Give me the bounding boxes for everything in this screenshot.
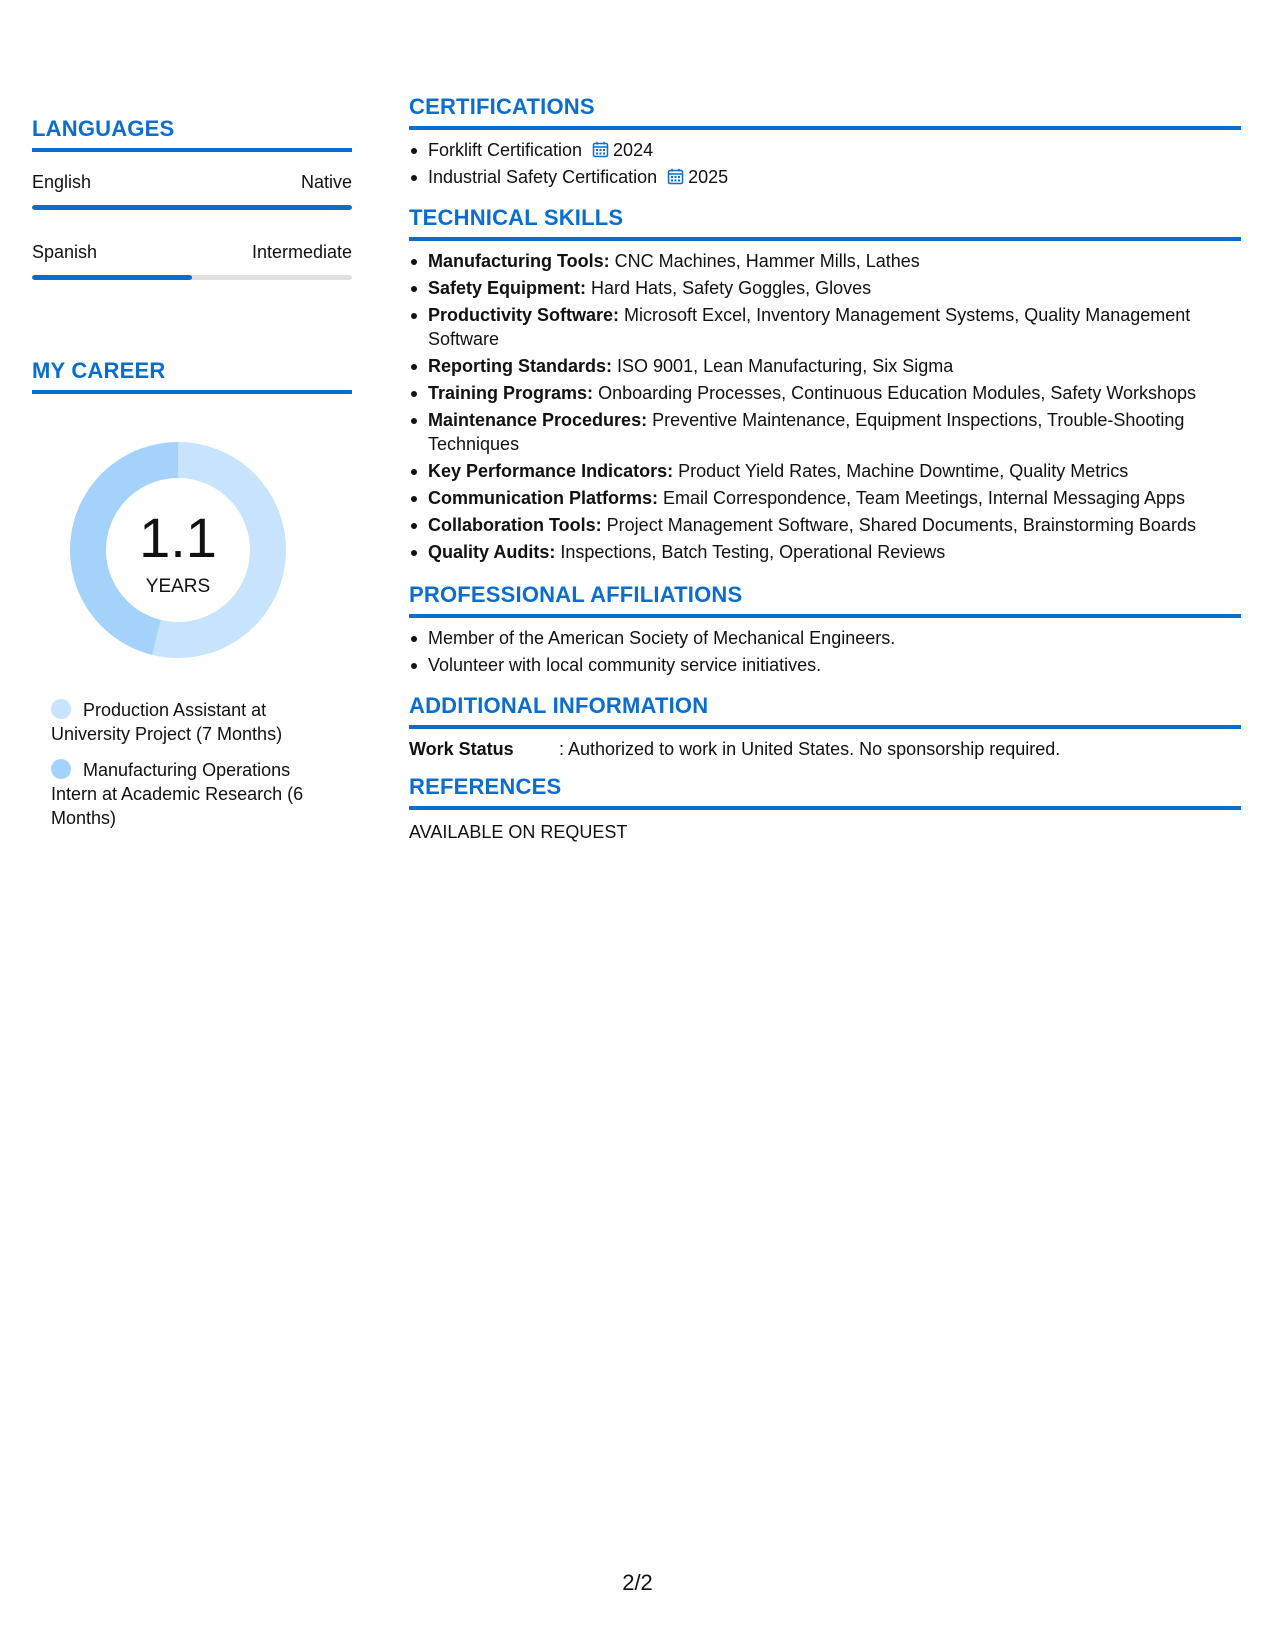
skill-label: Maintenance Procedures: <box>428 410 648 430</box>
list-item <box>428 165 1241 189</box>
skill-value: Product Yield Rates, Machine Downtime, Quality Metrics <box>678 461 1129 481</box>
language-name: English <box>32 172 92 192</box>
language-proficiency-fill <box>32 275 192 280</box>
skill-value: Email Correspondence, Team Meetings, Internal Messaging Apps <box>663 488 1185 508</box>
language-item <box>32 172 352 210</box>
additional-info-section <box>409 693 1241 760</box>
affiliations-section <box>409 582 1241 680</box>
skill-value: Project Management Software, Shared Documents, Brainstorming Boards <box>606 515 1196 535</box>
calendar-icon <box>667 168 684 185</box>
certifications-section <box>409 94 1241 192</box>
list-item <box>428 138 1241 162</box>
skill-label: Key Performance Indicators: <box>428 461 674 481</box>
language-name: Spanish <box>32 242 98 262</box>
language-level: Native <box>300 172 352 192</box>
affiliations-list <box>409 626 1241 677</box>
languages-heading: LANGUAGES <box>32 116 352 152</box>
language-item <box>32 242 352 280</box>
language-proficiency-bar <box>32 275 352 280</box>
affiliations-heading: PROFESSIONAL AFFILIATIONS <box>409 582 1241 618</box>
legend-item <box>51 698 341 746</box>
list-item <box>428 459 1241 483</box>
skill-value: Inspections, Batch Testing, Operational Reviews <box>560 542 946 562</box>
skill-label: Quality Audits: <box>428 542 556 562</box>
skill-label: Communication Platforms: <box>428 488 659 508</box>
certifications-heading: CERTIFICATIONS <box>409 94 1241 130</box>
skill-label: Productivity Software: <box>428 305 620 325</box>
additional-info-heading: ADDITIONAL INFORMATION <box>409 693 1241 729</box>
career-total-unit: YEARS <box>145 576 211 597</box>
legend-label: Production Assistant at University Project (7 Months) <box>51 700 283 744</box>
skill-label: Safety Equipment: <box>428 278 587 298</box>
skill-label: Collaboration Tools: <box>428 515 602 535</box>
calendar-icon <box>592 141 609 158</box>
languages-section <box>32 116 352 280</box>
legend-item <box>51 758 341 830</box>
career-section <box>32 358 352 828</box>
work-status-value: : Authorized to work in United States. No sponsorship required. <box>559 739 1061 759</box>
references-section <box>409 774 1241 843</box>
technical-skills-section <box>409 205 1241 567</box>
skill-label: Manufacturing Tools: <box>428 251 610 271</box>
skill-value: Microsoft Excel, Inventory Management Systems, Quality Management Software <box>428 305 1191 349</box>
certification-name: Forklift Certification <box>428 140 583 160</box>
list-item: Member of the American Society of Mechanical Engineers. <box>428 626 1241 650</box>
list-item <box>428 303 1241 351</box>
list-item <box>428 249 1241 273</box>
skill-value: ISO 9001, Lean Manufacturing, Six Sigma <box>617 356 954 376</box>
language-level: Intermediate <box>251 242 352 262</box>
language-proficiency-bar <box>32 205 352 210</box>
list-item: Volunteer with local community service initiatives. <box>428 653 1241 677</box>
career-total-value: 1.1 <box>139 506 217 569</box>
list-item <box>428 381 1241 405</box>
list-item <box>428 540 1241 564</box>
page-number: 2/2 <box>622 1570 653 1595</box>
skill-value: CNC Machines, Hammer Mills, Lathes <box>614 251 920 271</box>
list-item <box>428 276 1241 300</box>
career-donut <box>66 438 290 662</box>
technical-skills-heading: TECHNICAL SKILLS <box>409 205 1241 241</box>
references-text: AVAILABLE ON REQUEST <box>409 822 628 842</box>
work-status-row <box>409 739 1241 760</box>
skill-value: Preventive Maintenance, Equipment Inspections, Trouble-Shooting Techniques <box>428 410 1185 454</box>
list-item <box>428 408 1241 456</box>
skill-value: Hard Hats, Safety Goggles, Gloves <box>591 278 872 298</box>
career-heading: MY CAREER <box>32 358 352 394</box>
skill-label: Reporting Standards: <box>428 356 613 376</box>
technical-skills-list <box>409 249 1241 564</box>
legend-dot-icon <box>51 759 71 779</box>
legend-dot-icon <box>51 699 71 719</box>
language-proficiency-fill <box>32 205 352 210</box>
references-heading: REFERENCES <box>409 774 1241 810</box>
list-item <box>428 486 1241 510</box>
certification-year: 2025 <box>688 167 729 187</box>
certifications-list <box>409 138 1241 189</box>
work-status-label: Work Status <box>409 739 514 759</box>
list-item <box>428 354 1241 378</box>
certification-name: Industrial Safety Certification <box>428 167 658 187</box>
skill-value: Onboarding Processes, Continuous Education Modules, Safety Workshops <box>598 383 1197 403</box>
legend-label: Manufacturing Operations Intern at Academic Research (6 Months) <box>51 760 304 828</box>
career-legend <box>51 698 341 842</box>
list-item <box>428 513 1241 537</box>
skill-label: Training Programs: <box>428 383 594 403</box>
certification-year: 2024 <box>613 140 654 160</box>
